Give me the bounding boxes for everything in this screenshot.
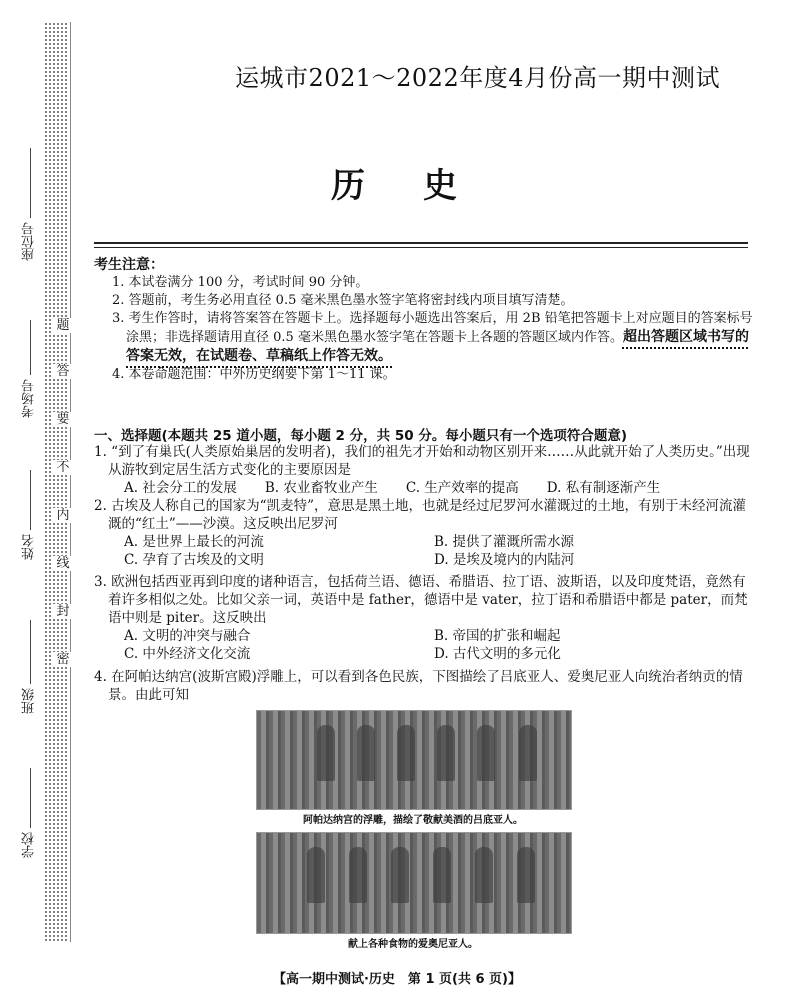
question-4-stem: 4. 在阿帕达纳宫(波斯宫殿)浮雕上，可以看到各色民族，下图描绘了吕底亚人、爱奥尼亚人向统治者纳贡的情景。由此可知 xyxy=(94,669,743,703)
relief-figure xyxy=(475,847,493,903)
relief-figure xyxy=(437,725,455,781)
question-3 xyxy=(94,573,754,663)
school-field[interactable] xyxy=(20,768,40,858)
question-2-options xyxy=(94,533,754,569)
option-c[interactable]: C. 中外经济文化交流 xyxy=(124,646,251,662)
relief-figure xyxy=(317,725,335,781)
name-label: 姓名 xyxy=(22,534,37,560)
notice-item-4: 4. 本卷命题范围：中外历史纲要下第 1～11 课。 xyxy=(112,367,396,382)
exam-room-underline xyxy=(30,320,31,375)
notice-item-3 xyxy=(94,310,754,366)
notice-item-1: 1. 本试卷满分 100 分，考试时间 90 分钟。 xyxy=(112,275,369,290)
relief-figure xyxy=(357,725,375,781)
notice-list xyxy=(94,274,754,384)
seal-char: 线 xyxy=(52,556,74,571)
option-d[interactable]: D. 是埃及境内的内陆河 xyxy=(434,552,575,568)
relief-figure xyxy=(519,725,537,781)
notice-item-2: 2. 答题前，考生务必用直径 0.5 毫米黑色墨水签字笔将密封线内项目填写清楚。 xyxy=(112,293,574,308)
relief-figure xyxy=(307,847,325,903)
header-rule-thin xyxy=(94,247,748,248)
exam-room-label: 考场号 xyxy=(22,379,37,418)
exam-notice xyxy=(94,256,754,384)
seal-char: 内 xyxy=(52,508,74,523)
subject-title xyxy=(0,158,794,207)
subject-char-1: 历 xyxy=(331,166,371,206)
seal-char: 要 xyxy=(52,412,74,427)
caption-ionians: 献上各种食物的爱奥尼亚人。 xyxy=(348,939,478,950)
relief-photo-lydians xyxy=(256,710,572,810)
option-b[interactable]: B. 农业畜牧业产生 xyxy=(264,480,378,496)
option-a[interactable]: A. 社会分工的发展 xyxy=(124,480,237,496)
name-field[interactable] xyxy=(20,470,40,560)
subject-char-2: 史 xyxy=(423,166,463,206)
class-underline xyxy=(30,620,31,684)
option-b[interactable]: B. 提供了灌溉所需水源 xyxy=(434,534,575,550)
option-c[interactable]: C. 孕育了古埃及的文明 xyxy=(124,552,264,568)
relief-photo-ionians xyxy=(256,832,572,934)
caption-lydians: 阿帕达纳宫的浮雕，描绘了敬献美酒的吕底亚人。 xyxy=(303,815,523,826)
seat-number-label: 座位号 xyxy=(22,222,37,261)
seal-char: 题 xyxy=(52,318,74,333)
question-1-stem: 1. “到了有巢氏(人类原始巢居的发明者)，我们的祖先才开始和动物区别开来……从此就开始了人类历史。”出现从游牧到定居生活方式变化的主要原因是 xyxy=(94,444,750,478)
notice-heading: 考生注意： xyxy=(94,257,164,273)
option-a[interactable]: A. 是世界上最长的河流 xyxy=(124,534,264,550)
seal-char: 答 xyxy=(52,364,74,379)
question-3-stem: 3. 欧洲包括西亚再到印度的诸种语言，包括荷兰语、德语、希腊语、拉丁语、波斯语，以及印度梵语，竟然有着许多相似之处。比如父亲一词，英语中是 father，德语中是 vater，拉丁语和希腊语中都是 pater，而梵语中则是 piter。这反映出 xyxy=(94,574,748,626)
relief-figure xyxy=(397,725,415,781)
relief-figure xyxy=(433,847,451,903)
question-1-options xyxy=(94,479,754,497)
seal-char: 密 xyxy=(52,652,74,667)
question-2 xyxy=(94,497,754,569)
page-footer: 【高一期中测试·历史 第 1 页(共 6 页)】 xyxy=(272,972,522,987)
relief-figure xyxy=(391,847,409,903)
question-1 xyxy=(94,443,754,497)
header-rule-thick xyxy=(94,242,748,244)
relief-figure xyxy=(349,847,367,903)
relief-figure xyxy=(517,847,535,903)
relief-figure xyxy=(477,725,495,781)
class-field[interactable] xyxy=(20,620,40,714)
notice-emphasis: 超出答题区域书写的答案无效，在试题卷、草稿纸上作答无效。 xyxy=(126,329,749,364)
option-d[interactable]: D. 古代文明的多元化 xyxy=(434,646,561,662)
class-label: 班级 xyxy=(22,688,37,714)
question-2-stem: 2. 古埃及人称自己的国家为“凯麦特”，意思是黑土地，也就是经过尼罗河水灌溉过的土地，有别于未经河流灌溉的“红土”——沙漠。这反映出尼罗河 xyxy=(94,498,746,532)
seal-char: 不 xyxy=(52,460,74,475)
option-d[interactable]: D. 私有制逐渐产生 xyxy=(546,480,661,496)
exam-room-field[interactable] xyxy=(20,320,40,418)
seal-char: 封 xyxy=(52,604,74,619)
option-a[interactable]: A. 文明的冲突与融合 xyxy=(124,628,251,644)
option-c[interactable]: C. 生产效率的提高 xyxy=(405,480,519,496)
notice-item-3-text: 3. 考生作答时，请将答案答在答题卡上。选择题每小题选出答案后，用 2B 铅笔把答题卡上对应题目的答案标号涂黑；非选择题请用直径 0.5 毫米黑色墨水签字笔在答题卡上各题的答题区域内作答。 xyxy=(112,311,753,345)
name-underline xyxy=(30,470,31,530)
question-4 xyxy=(94,668,754,704)
exam-title: 运城市2021～2022年度4月份高一期中测试 xyxy=(235,64,720,92)
school-underline xyxy=(30,768,31,828)
option-b[interactable]: B. 帝国的扩张和崛起 xyxy=(434,628,561,644)
school-label: 学校 xyxy=(22,832,37,858)
question-3-options xyxy=(94,627,754,663)
section-heading: 一、选择题(本题共 25 道小题，每小题 2 分，共 50 分。每小题只有一个选项符合题意) xyxy=(94,428,628,444)
